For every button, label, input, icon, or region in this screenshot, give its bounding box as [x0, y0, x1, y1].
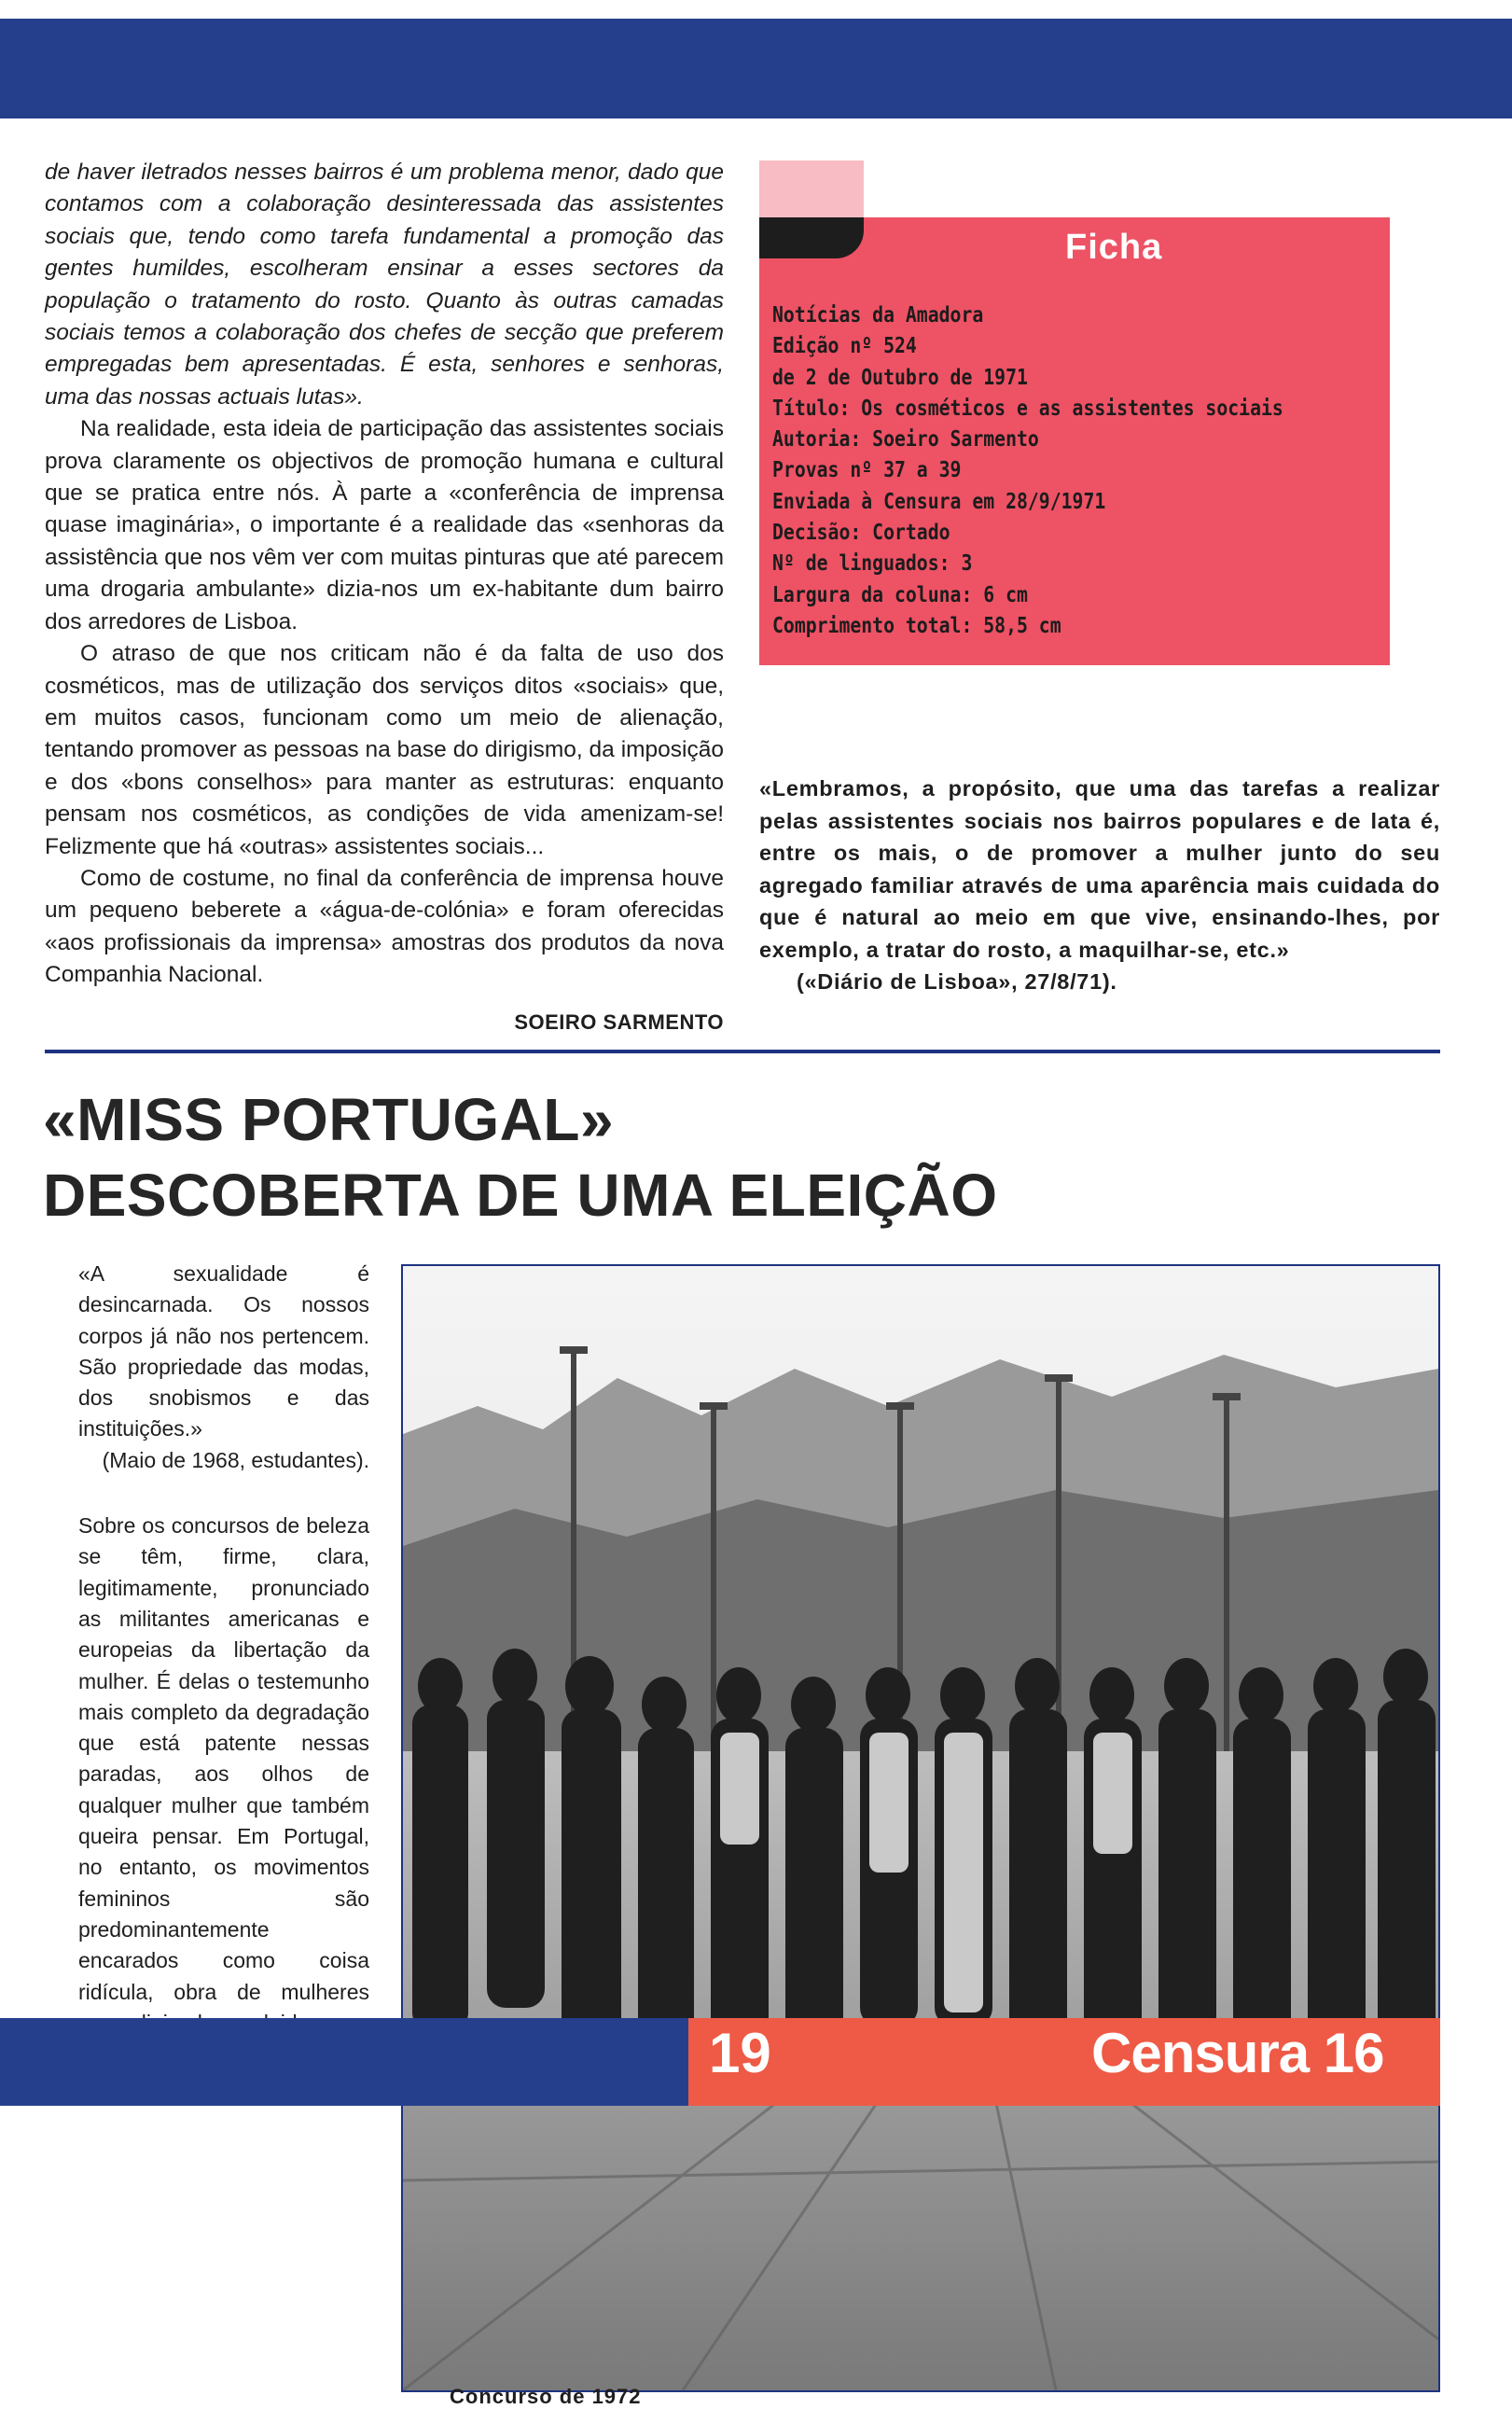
article-paragraph: Na realidade, esta ideia de participação das assistentes sociais prova claramente os objectivos de promoção humana e cultural que se pratica entre nós. À parte a «conferência de imprensa quase imaginária», o importante é a realidade das «senhoras da assistência que nos vêm ver com muitas pinturas que até parecem uma drogaria ambulante» dizia-nos um ex-habitante dum bairro dos arredores de Lisboa.	[45, 416, 724, 634]
contest-photo	[401, 1264, 1440, 2392]
quote-source: («Diário de Lisboa», 27/8/71).	[797, 969, 1117, 994]
headline-line-1: «MISS PORTUGAL»	[43, 1086, 615, 1153]
ficha-line: Enviada à Censura em 28/9/1971	[772, 489, 1106, 514]
headline-line-2: DESCOBERTA DE UMA ELEIÇÃO	[43, 1162, 998, 1229]
byline: SOEIRO SARMENTO	[514, 1010, 724, 1034]
article-paragraph: Como de costume, no final da conferência de imprensa houve um pequeno beberete a «água-de-colónia» e foram oferecidas «aos profissionais da imprensa» amostras dos produtos da nova Companhia Nacional.	[45, 865, 724, 988]
page-number: 19	[709, 2022, 771, 2084]
spacer	[78, 1476, 369, 1511]
footer-right-strip	[1440, 2018, 1512, 2106]
sidebar-column	[78, 1259, 369, 2069]
quote-text: «Lembramos, a propósito, que uma das tarefas a realizar pelas assistentes sociais nos bairros populares e de lata é, entre os mais, o de promover a mulher junto do seu agregado familiar através de uma aparência mais cuidada do que é natural ao meio em que vive, ensinando-lhes, por exemplo, a tratar do rosto, a maquilhar-se, etc.»	[759, 776, 1440, 962]
top-banner	[0, 19, 1512, 118]
ficha-line: de 2 de Outubro de 1971	[772, 365, 1028, 390]
article-paragraph: O atraso de que nos criticam não é da falta de uso dos cosméticos, mas de utilização dos serviços ditos «sociais» que, em muitos casos, funcionam como um meio de alienação, tentando promover as pessoas na base do dirigismo, da imposição e dos «bons conselhos» para manter as estruturas: enquanto pensam nos cosméticos, as condições de vida amenizam-se! Felizmente que há «outras» assistentes sociais...	[45, 641, 724, 859]
ficha-line: Título: Os cosméticos e as assistentes sociais	[772, 396, 1283, 421]
ficha-line: Provas nº 37 a 39	[772, 458, 962, 483]
article-left-column	[45, 157, 724, 1038]
ficha-line: Decisão: Cortado	[772, 521, 950, 546]
photo-caption: Concurso de 1972	[450, 2385, 642, 2408]
ficha-line: Comprimento total: 58,5 cm	[772, 613, 1061, 638]
footer-blue-band	[0, 2018, 688, 2106]
headline	[43, 1082, 1442, 1233]
article-paragraph: de haver iletrados nesses bairros é um problema menor, dado que contamos com a colaboração desinteressada das assistentes sociais que, tendo como tarefa fundamental a promoção das gentes humildes, escolheram ensinar a esses sectores da população o tratamento do rosto. Quanto às outras camadas sociais temos a colaboração dos chefes de secção que preferem empregadas bem apresentadas. É esta, senhores e senhoras, uma das nossas actuais lutas».	[45, 160, 724, 410]
ficha-tab	[759, 160, 864, 217]
newspaper-quote	[759, 773, 1440, 998]
section-divider	[45, 1050, 1440, 1053]
ficha-line: Autoria: Soeiro Sarmento	[772, 427, 1039, 453]
ficha-line: Nº de linguados: 3	[772, 551, 973, 577]
magazine-title: Censura 16	[1091, 2022, 1384, 2084]
ficha-details	[772, 300, 1302, 642]
ficha-tab-dark	[759, 217, 864, 258]
photo-illustration	[403, 1266, 1438, 2390]
ficha-title: Ficha	[1065, 228, 1163, 267]
epigraph: «A sexualidade é desincarnada. Os nossos corpos já não nos pertencem. São propriedade das modas, dos snobismos e das instituições.»	[78, 1261, 369, 1441]
ficha-line: Largura da coluna: 6 cm	[772, 582, 1028, 607]
epigraph-attribution: (Maio de 1968, estudantes).	[102, 1447, 369, 1472]
ficha-line: Edição nº 524	[772, 334, 917, 359]
ficha-line: Notícias da Amadora	[772, 303, 984, 327]
sidebar-body: Sobre os concursos de beleza se têm, firme, clara, legitimamente, pronunciado as militantes americanas e europeias da libertação da mulher. É delas o testemunho mais completo da degradação que está patente nessas paradas, aos olhos de qualquer mulher que também queira pensar. Em Portugal, no entanto, os movimentos femininos são predominantemente encarados como coisa ridícula, obra de mulheres	[78, 1513, 369, 2004]
